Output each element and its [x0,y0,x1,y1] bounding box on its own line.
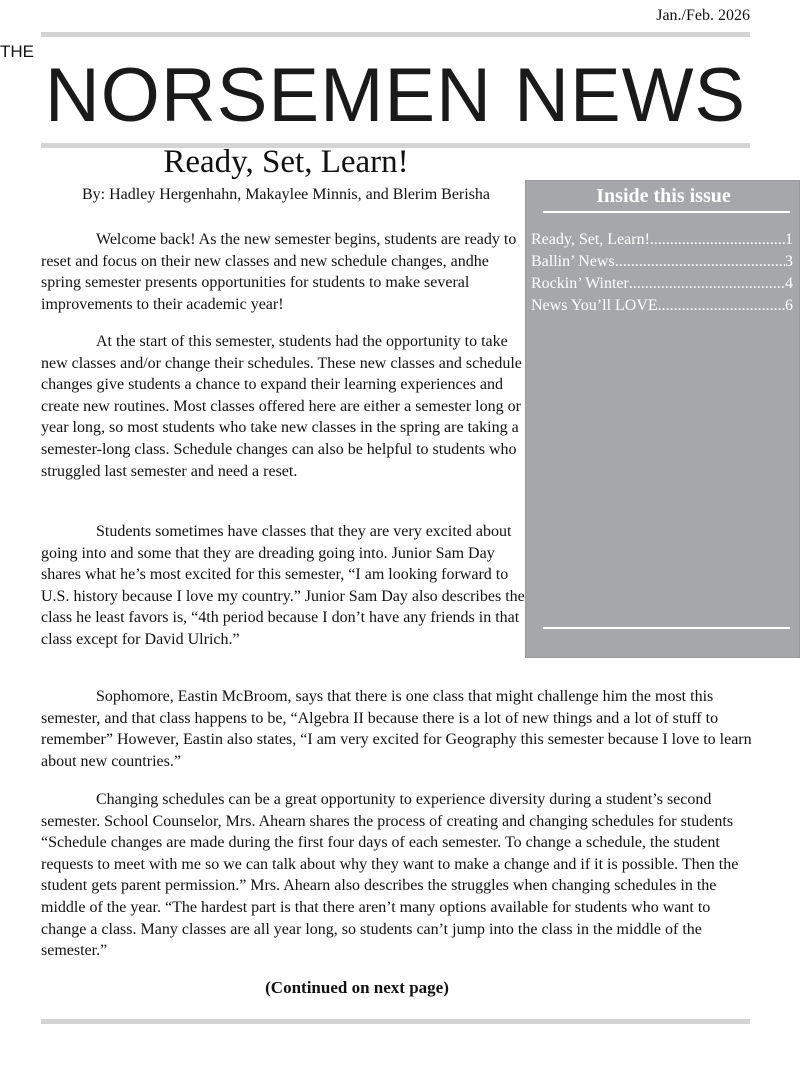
article-byline: By: Hadley Hergenhahn, Makaylee Minnis, and Blerim Berisha [81,186,491,203]
toc-item-label: News You’ll LOVE [531,297,658,314]
toc-leader-dots [615,251,785,273]
table-of-contents [531,229,793,317]
bottom-divider [41,1019,750,1024]
toc-item-page: 1 [785,231,793,248]
toc-item[interactable] [531,229,793,251]
sidebar-top-rule [543,211,790,213]
toc-item-page: 6 [785,297,793,314]
continued-note: (Continued on next page) [265,978,449,997]
toc-item[interactable] [531,295,793,317]
toc-leader-dots [650,229,785,251]
toc-leader-dots [629,273,785,295]
toc-leader-dots [658,295,785,317]
toc-item-page: 3 [785,253,793,270]
article-paragraph-1: Welcome back! As the new semester begins, students are ready to reset and focus on their new classes and new schedule changes, andhe spring semester presents opportunities for students to make several improvements to their academic year! [41,231,517,313]
article-headline: Ready, Set, Learn! [163,144,409,180]
top-divider [41,32,750,37]
sidebar-bottom-rule [543,627,790,629]
toc-item[interactable] [531,273,793,295]
article-paragraph-2: At the start of this semester, students had the opportunity to take new classes and/or change their schedules. These new classes and schedule changes give students a chance to expand their learning experiences and create new routines. Most classes offered here are either a semester long or year long, so most students who take new classes in the spring are taking a semester-long class. Schedule changes can also be helpful to students who struggled last semester and need a reset. [41,333,522,480]
masthead-prefix: THE [0,42,34,61]
toc-item-label: Ready, Set, Learn! [531,231,650,248]
toc-item[interactable] [531,251,793,273]
article-paragraph-4: Sophomore, Eastin McBroom, says that there is one class that might challenge him the most this semester, and that class happens to be, “Algebra II because there is a lot of new things and a lot of stuff to remember” However, Eastin also states, “I am very excited for Geography this semester because I love to learn about new countries.” [41,688,752,770]
sidebar-title: Inside this issue [596,185,731,207]
toc-item-page: 4 [785,275,793,292]
toc-item-label: Ballin’ News [531,253,615,270]
inside-this-issue-box [525,180,800,658]
article-paragraph-3: Students sometimes have classes that they are very excited about going into and some that they are dreading going into. Junior Sam Day shares what he’s most excited for this semester, “I am looking forward to U.S. history because I love my country.” Junior Sam Day also describes the class he least favors is, “4th period because I don’t have any friends in that class except for David Ulrich.” [41,523,525,648]
article-paragraph-5: Changing schedules can be a great opportunity to experience diversity during a student’s second semester. School Counselor, Mrs. Ahearn shares the process of creating and changing schedules for students “Schedule changes are made during the first four days of each semester. To change a schedule, the student requests to meet with me so we can talk about why they want to make a change and if it is possible. Then the student gets parent permission.” Mrs. Ahearn also describes the struggles when changing schedules in the middle of the year. “The hardest part is that there aren’t many options available for students who want to change a class. Many classes are all year long, so students can’t jump into the class in the middle of the semester.” [41,791,739,960]
toc-item-label: Rockin’ Winter [531,275,629,292]
masthead-title: NORSEMEN NEWS [44,53,747,138]
issue-date: Jan./Feb. 2026 [656,7,750,24]
